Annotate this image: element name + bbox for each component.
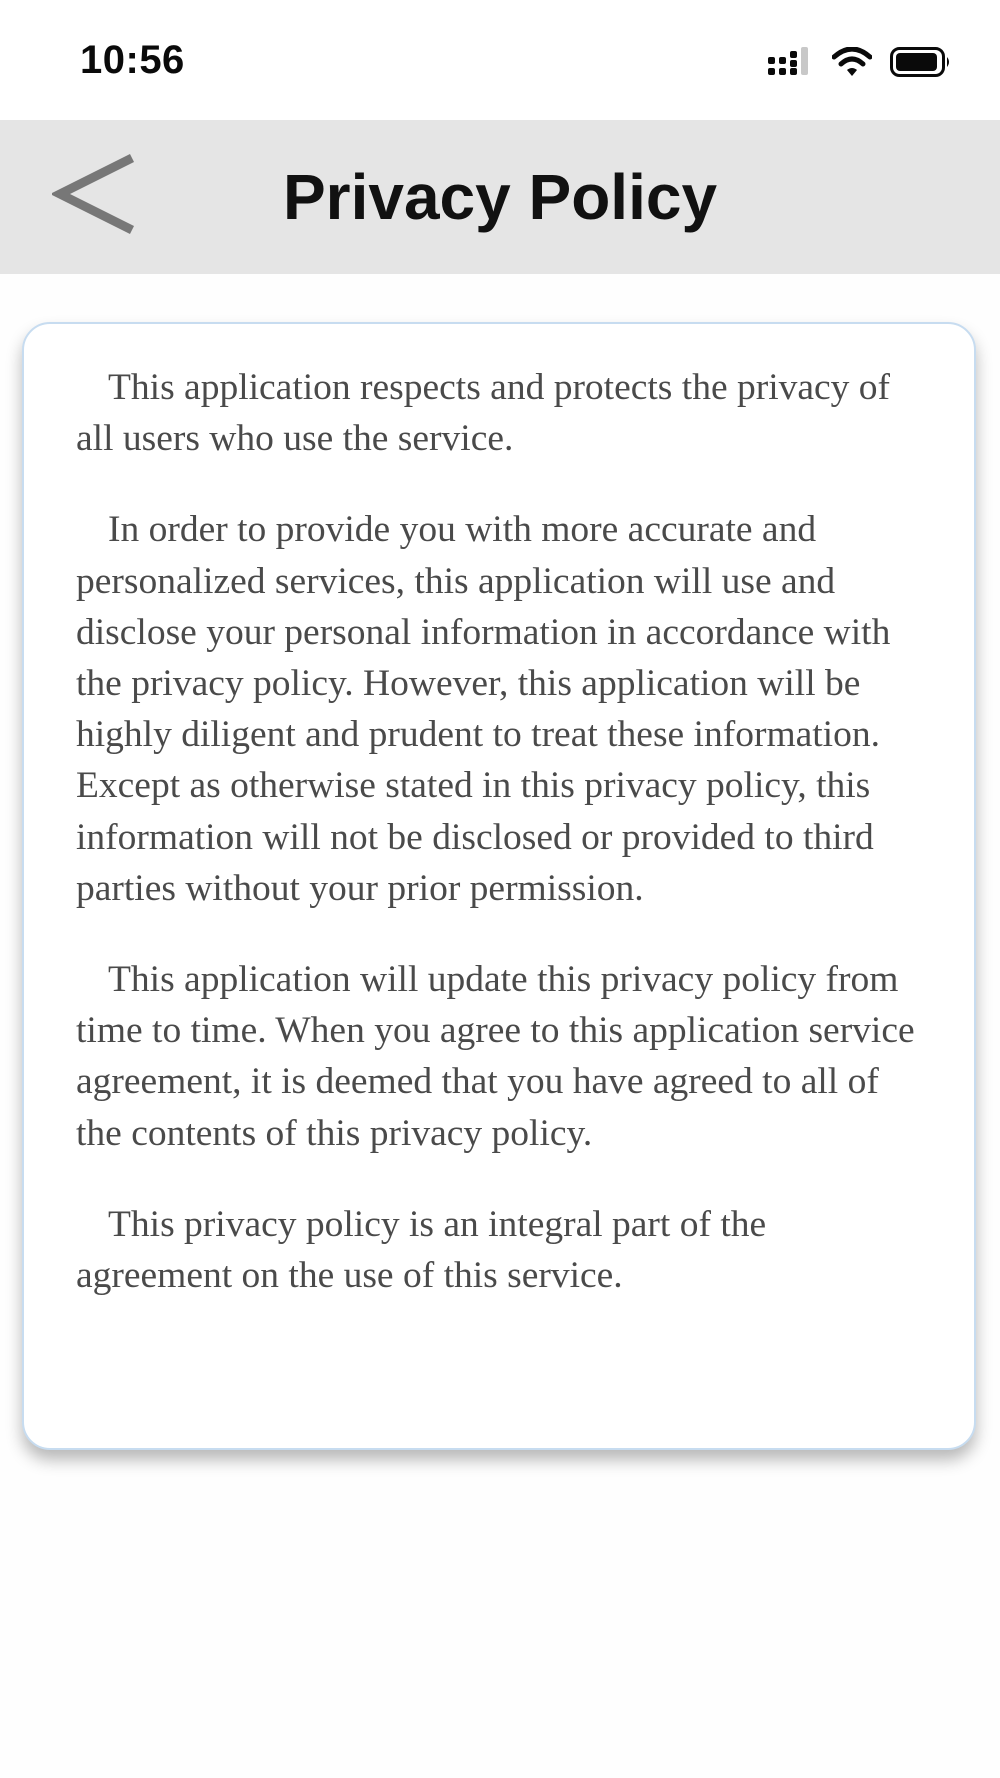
cellular-signal-icon [768, 47, 814, 82]
policy-paragraph: In order to provide you with more accurate and personalized services, this application will use and disclose your personal information in accordance with the privacy policy. However, this application will be highly diligent and prudent to treat these information. Except as otherwise stated in this privacy policy, this information will not be disclosed or provided to third parties without your prior permission. [76, 509, 891, 909]
wifi-icon [832, 47, 872, 82]
privacy-policy-card [22, 322, 976, 1450]
status-bar [0, 0, 1000, 120]
policy-paragraph: This privacy policy is an integral part of the agreement on the use of this service. [76, 1203, 767, 1297]
status-icons [768, 44, 952, 84]
policy-paragraph: This application will update this privacy policy from time to time. When you agree to this application service agreement, it is deemed that you have agreed to all of the contents of this privacy policy. [76, 959, 915, 1154]
navigation-bar [0, 120, 1000, 274]
status-time: 10:56 [80, 38, 185, 82]
policy-paragraph: This application respects and protects the privacy of all users who use the service. [76, 367, 891, 460]
battery-icon [890, 47, 952, 82]
page-title: Privacy Policy [282, 161, 718, 233]
